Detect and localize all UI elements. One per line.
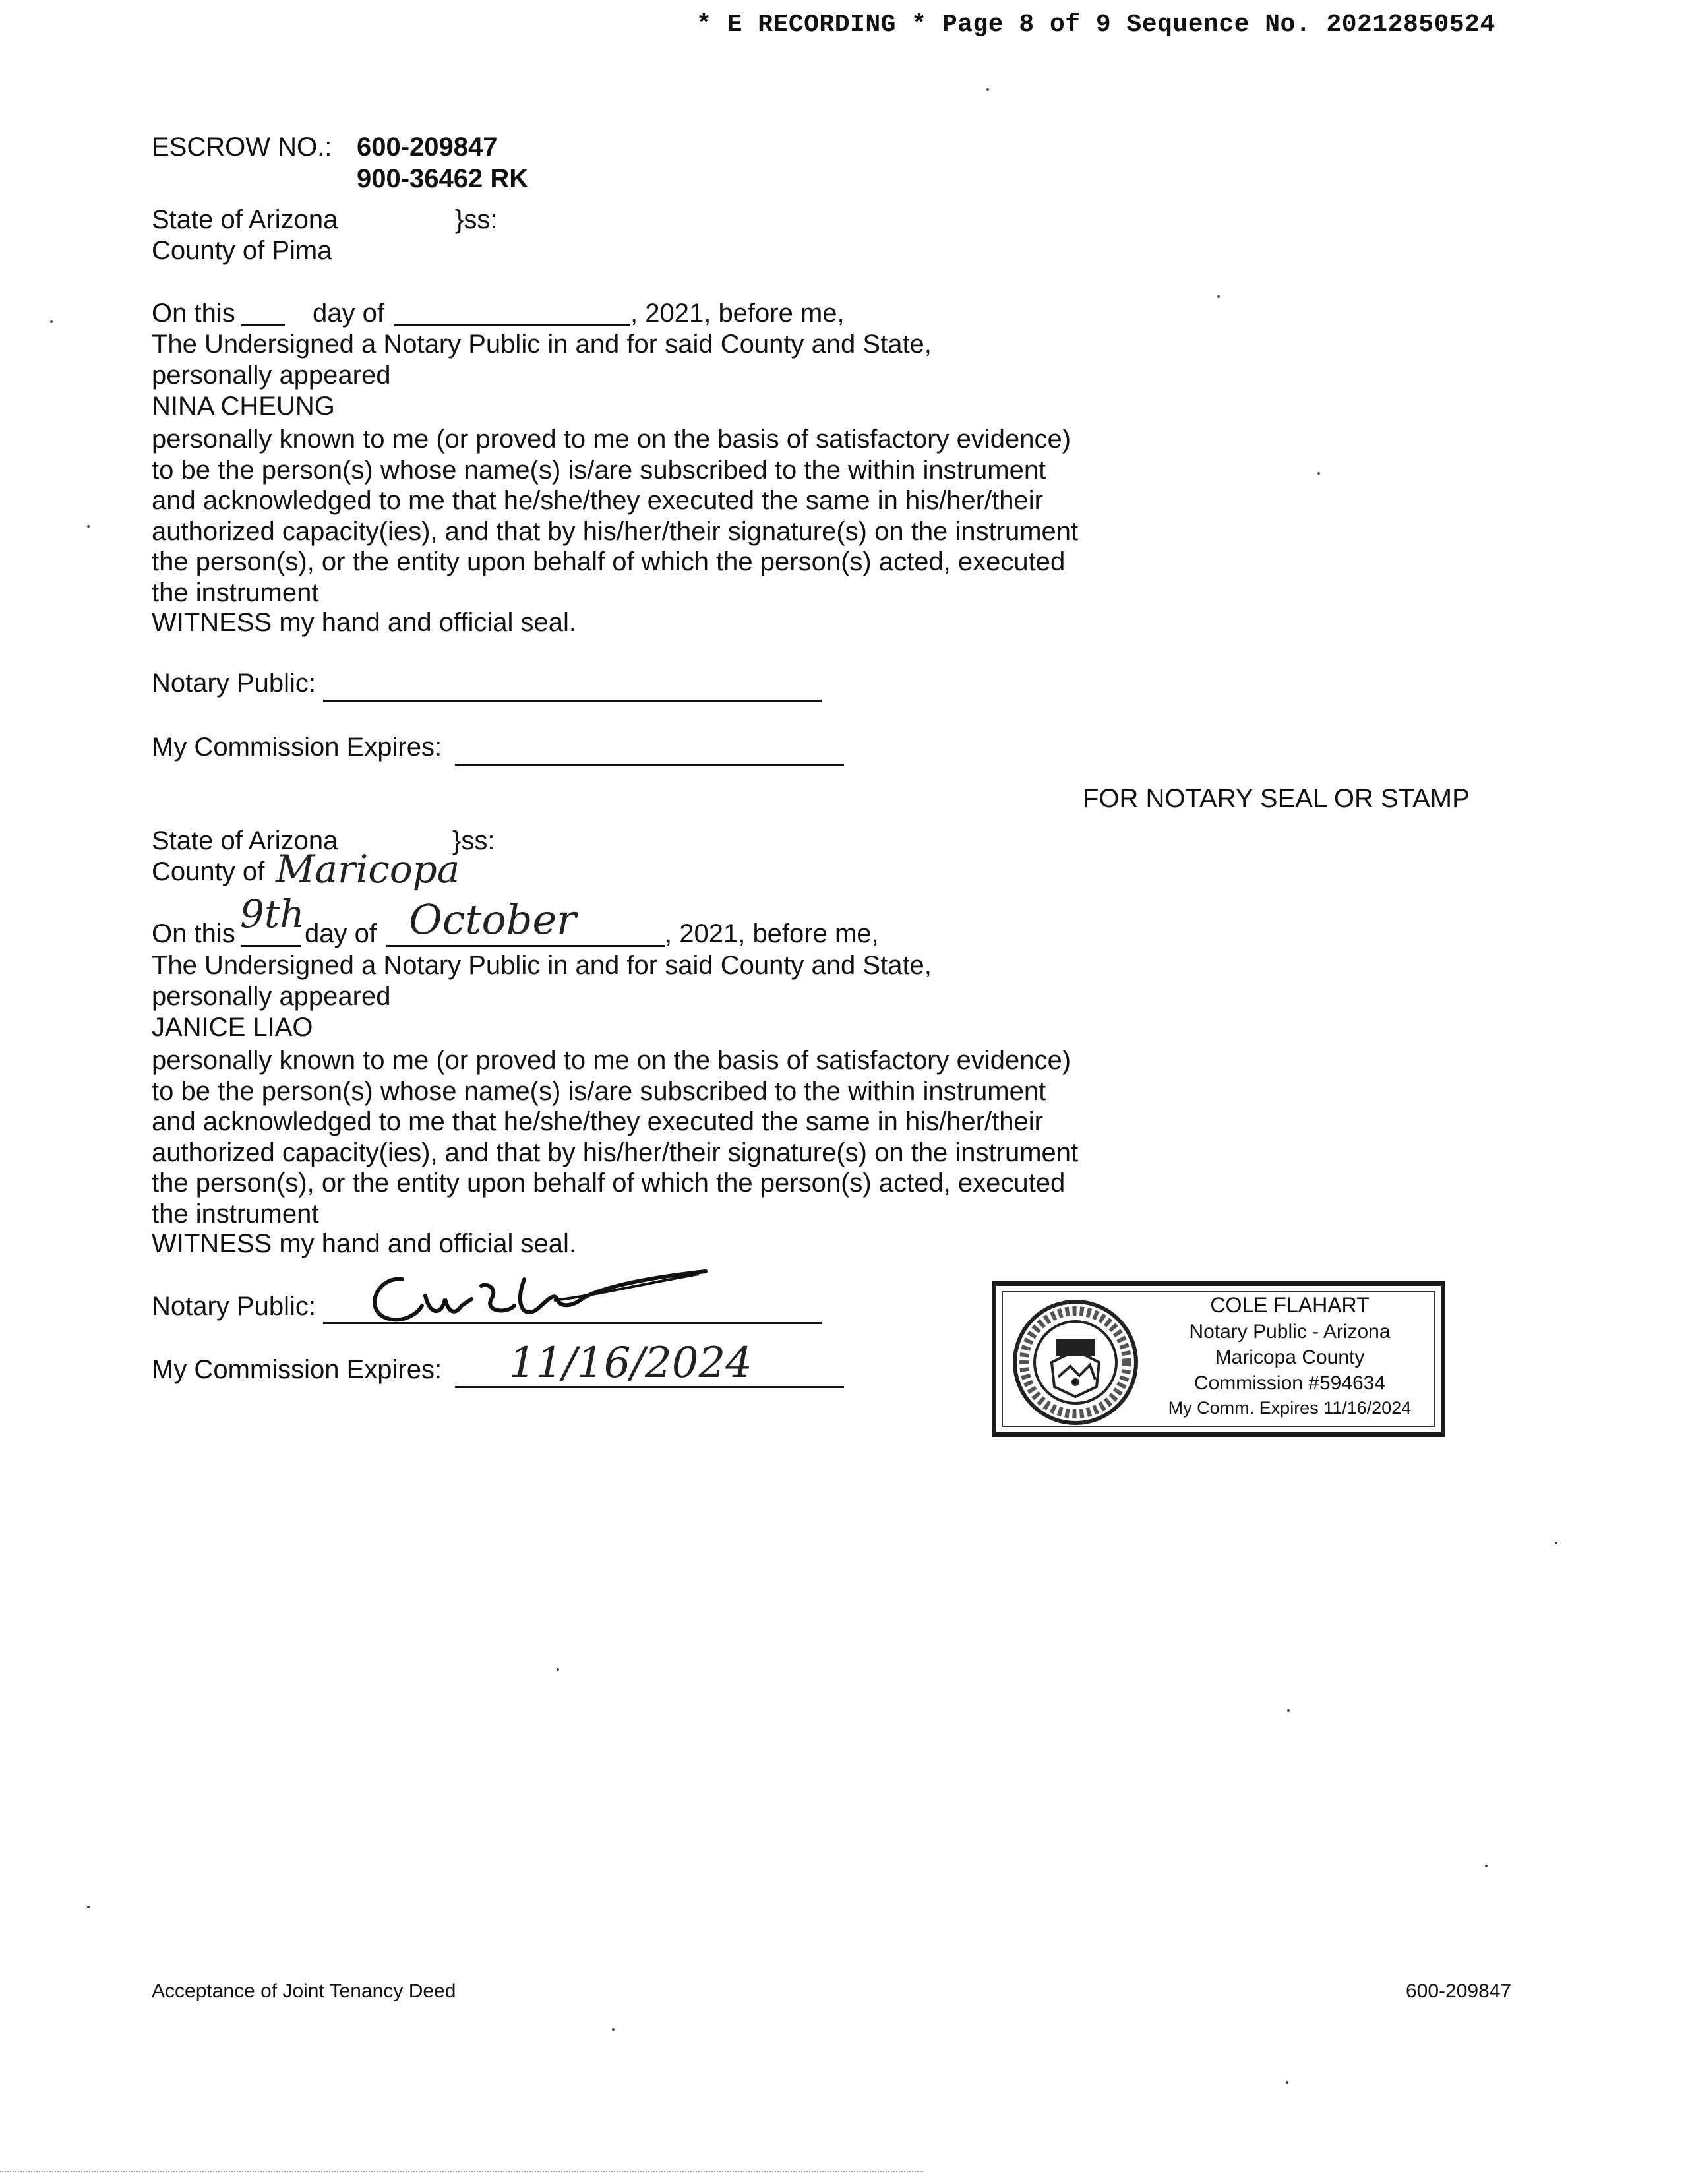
footer-document-title: Acceptance of Joint Tenancy Deed <box>152 1980 456 2002</box>
block2-commission-label: My Commission Expires: <box>152 1355 442 1384</box>
block1-paragraph: personally known to me (or proved to me on the basis of satisfactory evidence) to be the person(s) whose name(s) is/are subscribed to the within instrument and acknowledged to me that he/she/they executed the same in his/her/their authorized capacity(ies), and that by his/her/their signature(s) on the instrument the person(s), or the entity upon behalf of which the person(s) acted, executed the instrument <box>152 425 1079 607</box>
block2-ss: }ss: <box>452 826 495 855</box>
escrow-number-2: 900-36462 RK <box>357 164 529 193</box>
stamp-expires: My Comm. Expires 11/16/2024 <box>1168 1398 1412 1418</box>
recording-header: * E RECORDING * Page 8 of 9 Sequence No. 20212850524 <box>696 11 1495 39</box>
footer-escrow-number: 600-209847 <box>1406 1980 1512 2002</box>
block1-month-blank <box>394 324 630 326</box>
block1-notary-line <box>323 700 822 702</box>
scan-speck <box>986 88 989 91</box>
block1-notary-label: Notary Public: <box>152 669 316 698</box>
block2-month-line <box>386 945 665 947</box>
block2-name: JANICE LIAO <box>152 1013 313 1042</box>
escrow-number-1: 600-209847 <box>357 133 498 162</box>
block2-witness: WITNESS my hand and official seal. <box>152 1229 576 1258</box>
block2-day-handwritten: 9th <box>240 892 305 936</box>
scan-speck <box>87 1906 90 1908</box>
block1-appeared: personally appeared <box>152 361 391 390</box>
block2-notary-label: Notary Public: <box>152 1292 316 1321</box>
escrow-label: ESCROW NO.: <box>152 133 332 162</box>
block1-day-blank <box>241 324 285 326</box>
block1-ss: }ss: <box>455 205 498 234</box>
block2-county-label: County of <box>152 857 265 886</box>
block2-state: State of Arizona <box>152 826 338 855</box>
scan-speck <box>1217 295 1220 298</box>
block1-witness: WITNESS my hand and official seal. <box>152 608 576 637</box>
scan-speck <box>1287 1709 1290 1712</box>
block2-day-line <box>241 945 301 947</box>
stamp-commission: Commission #594634 <box>1193 1372 1386 1394</box>
block1-name: NINA CHEUNG <box>152 392 335 421</box>
block1-commission-label: My Commission Expires: <box>152 733 442 762</box>
block1-year-before: , 2021, before me, <box>630 299 845 328</box>
notary-signature <box>356 1259 725 1332</box>
block1-day-of: day of <box>313 299 384 328</box>
block1-state: State of Arizona <box>152 205 338 234</box>
block2-commission-handwritten: 11/16/2024 <box>509 1339 752 1387</box>
stamp-county: Maricopa County <box>1215 1347 1365 1368</box>
block2-paragraph: personally known to me (or proved to me on the basis of satisfactory evidence) to be the person(s) whose name(s) is/are subscribed to the within instrument and acknowledged to me that he/she/they executed the same in his/her/their authorized capacity(ies), and that by his/her/their signature(s) on the instrument the person(s), or the entity upon behalf of which the person(s) acted, executed the instrument <box>152 1046 1079 1228</box>
block1-undersigned: The Undersigned a Notary Public in and for said County and State, <box>152 330 932 359</box>
block2-undersigned: The Undersigned a Notary Public in and for said County and State, <box>152 951 932 980</box>
scan-speck <box>612 2028 615 2031</box>
scan-speck <box>557 1668 559 1671</box>
arizona-seal-icon <box>1011 1298 1140 1427</box>
notary-stamp <box>992 1281 1445 1437</box>
scan-edge-artifact <box>0 2171 923 2172</box>
block2-on-this: On this <box>152 919 235 948</box>
scan-speck <box>1555 1542 1557 1544</box>
scan-speck <box>1286 2081 1288 2084</box>
scan-speck <box>1317 472 1320 475</box>
stamp-title: Notary Public - Arizona <box>1189 1321 1391 1343</box>
block1-county: County of Pima <box>152 236 332 265</box>
block2-year-before: , 2021, before me, <box>665 919 879 948</box>
stamp-notary-name: COLE FLAHART <box>1210 1293 1370 1317</box>
block2-county-handwritten: Maricopa <box>276 847 460 892</box>
notary-seal-note: FOR NOTARY SEAL OR STAMP <box>1083 784 1470 813</box>
block1-commission-line <box>455 764 844 766</box>
block2-appeared: personally appeared <box>152 982 391 1011</box>
scan-speck <box>1485 1865 1488 1867</box>
block2-day-of: day of <box>305 919 377 948</box>
block2-month-handwritten: October <box>409 895 576 944</box>
block1-on-this: On this <box>152 299 235 328</box>
scan-speck <box>87 525 90 528</box>
scan-speck <box>50 320 53 323</box>
